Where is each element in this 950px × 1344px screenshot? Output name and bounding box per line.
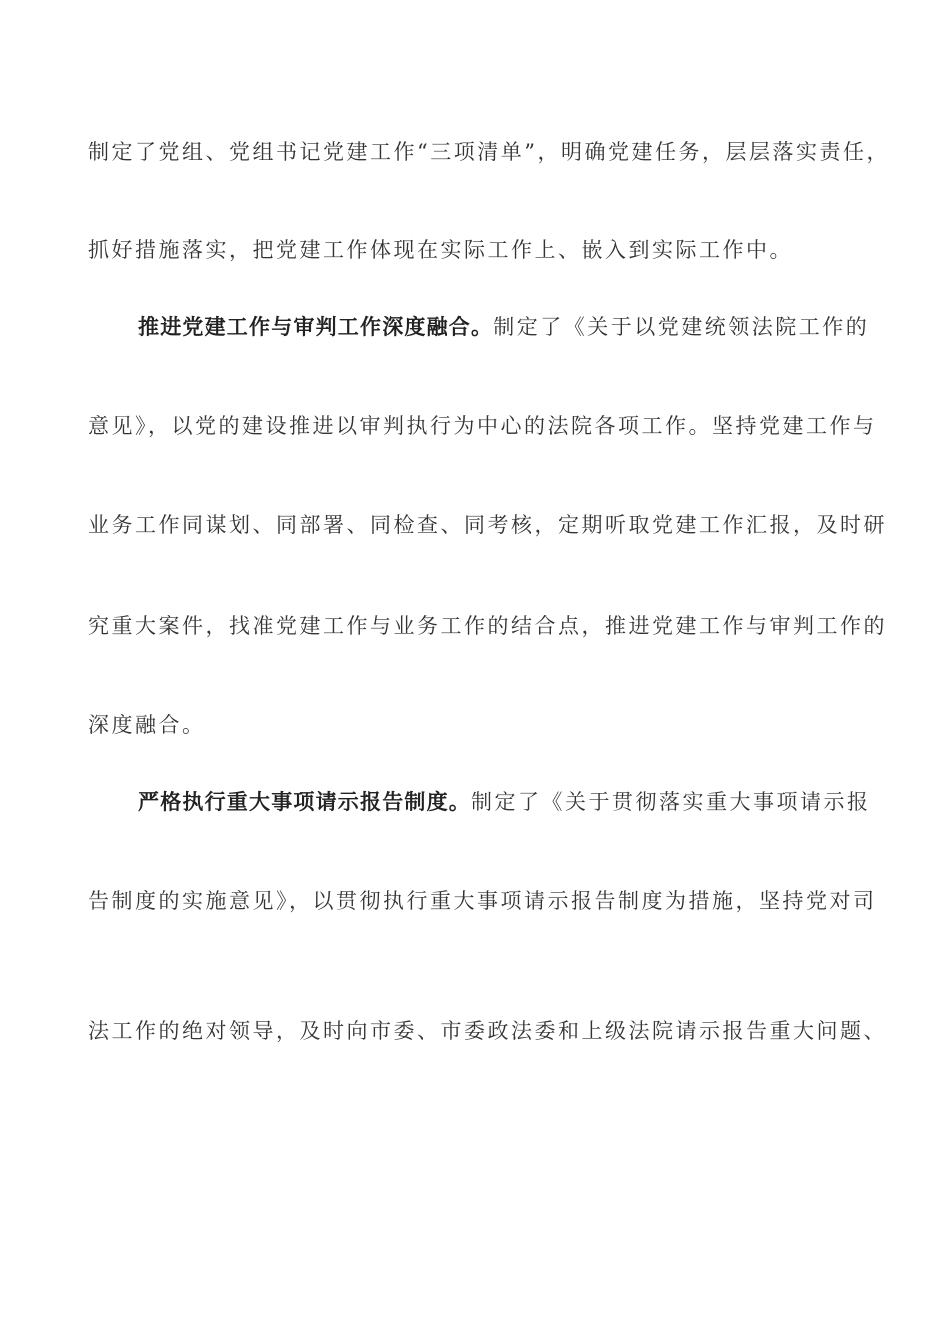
- text-line: 法工作的绝对领导，及时向市委、市委政法委和上级法院请示报告重大问题、: [88, 1019, 887, 1043]
- text-line: 业务工作同谋划、同部署、同检查、同考核，定期听取党建工作汇报，及时研: [88, 513, 887, 537]
- paragraph-first-line: [138, 312, 870, 342]
- text-line: 意见》，以党的建设推进以审判执行为中心的法院各项工作。坚持党建工作与: [88, 414, 877, 438]
- text-line: 深度融合。: [88, 713, 206, 737]
- paragraph-lead-text: 制定了《关于贯彻落实重大事项请示报: [471, 790, 871, 814]
- text-line: 制定了党组、党组书记党建工作“三项清单”，明确党建任务，层层落实责任，: [88, 140, 890, 164]
- text-line: 告制度的实施意见》，以贯彻执行重大事项请示报告制度为措施，坚持党对司: [88, 889, 877, 913]
- text-line: 究重大案件，找准党建工作与业务工作的结合点，推进党建工作与审判工作的: [88, 614, 887, 638]
- paragraph-lead-text: 制定了《关于以党建统领法院工作的: [493, 315, 870, 339]
- paragraph-heading: 推进党建工作与审判工作深度融合。: [138, 314, 494, 339]
- paragraph-heading: 严格执行重大事项请示报告制度。: [138, 789, 471, 814]
- paragraph-first-line: [138, 787, 871, 817]
- text-line: 抓好措施落实，把党建工作体现在实际工作上、嵌入到实际工作中。: [88, 238, 793, 262]
